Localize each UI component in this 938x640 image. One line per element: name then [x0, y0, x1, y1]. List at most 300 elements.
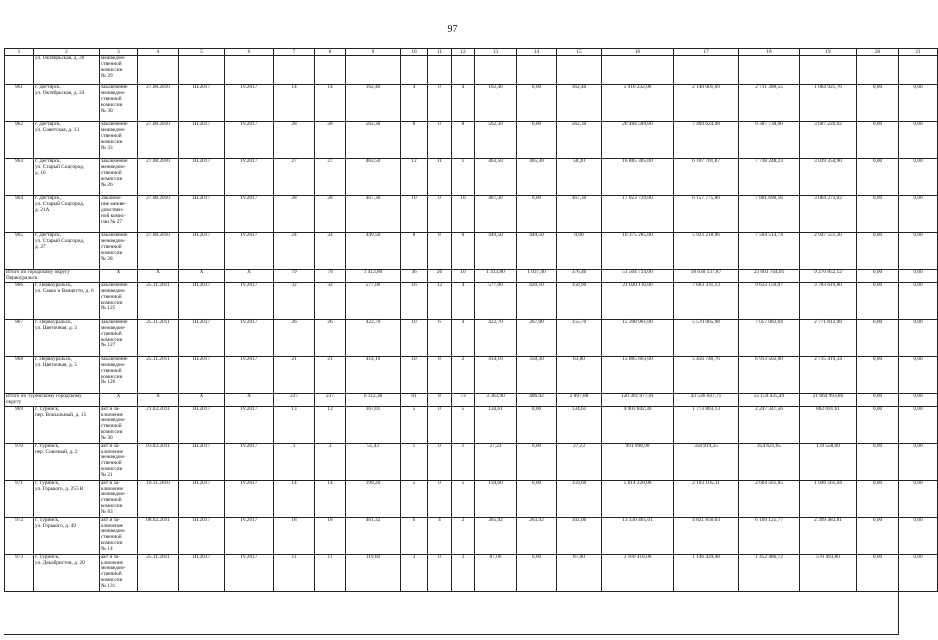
table-cell: IV.2017: [225, 159, 274, 196]
table-cell: III.2017: [179, 196, 225, 233]
table-cell: 882 691,61: [800, 406, 857, 443]
row-number: 967: [5, 319, 34, 356]
column-header: 4: [138, 49, 179, 56]
address-cell: г. Первоуральск, ул. Цветочная, д. 3: [34, 319, 100, 356]
table-cell: 449,50: [517, 233, 557, 270]
address-cell: г. Дегтярск, ул. Старый Соцгород, д. 27: [34, 233, 100, 270]
table-cell: 9 633 159,07: [739, 282, 800, 319]
table-cell: 159,60: [475, 480, 517, 517]
subtotal-cell: 43 536 647,71: [674, 393, 739, 406]
table-cell: 562,30: [557, 122, 602, 159]
table-row: [5, 122, 938, 159]
table-cell: 463,50: [475, 159, 517, 196]
table-cell: 0: [428, 480, 452, 517]
subtotal-cell: X: [179, 270, 225, 283]
document-cell: заключение межведом- ственной комиссии № 126: [100, 356, 138, 393]
table-cell: 162,40: [475, 85, 517, 122]
table-cell: IV.2017: [225, 233, 274, 270]
column-header: 12: [452, 49, 475, 56]
table-cell: 0,00: [857, 196, 899, 233]
subtotal-cell: 23 603 744,01: [739, 270, 800, 283]
table-cell: 0,00: [517, 554, 557, 591]
table-cell: 2: [452, 356, 475, 393]
table-row: [5, 159, 938, 196]
table-cell: 8: [401, 122, 428, 159]
row-number: 965: [5, 233, 34, 270]
document-cell: заключение межведом- ственной комиссии № 127: [100, 319, 138, 356]
table-cell: [315, 56, 346, 85]
table-cell: 0,00: [857, 517, 899, 554]
subtotal-cell: 0,00: [899, 393, 938, 406]
table-cell: 27,23: [475, 443, 517, 480]
table-cell: 156,90: [557, 282, 602, 319]
document-cell: заключение межведом- ственной комиссии № 28: [100, 233, 138, 270]
subtotal-cell: X: [138, 393, 179, 406]
address-cell: г. Дегтярск, ул. Советская, д. 13: [34, 122, 100, 159]
table-cell: 5 814 228,00: [602, 480, 674, 517]
table-cell: 2 399 483,81: [800, 517, 857, 554]
document-cell: акт и за- ключение межведом- ственной комиссии № 30: [100, 406, 138, 443]
table-cell: 463,50: [346, 159, 401, 196]
table-row: [5, 233, 938, 270]
subtotal-row: [5, 270, 938, 283]
table-cell: 449,50: [346, 233, 401, 270]
subtotal-label: Итого по Туринскому городскому округу: [5, 393, 100, 406]
table-cell: 9 387 738,90: [739, 122, 800, 159]
document-cell: акт и за- ключение межведом- ственной комиссии № 131: [100, 554, 138, 591]
row-number: 969: [5, 406, 34, 443]
table-cell: 0,00: [899, 554, 938, 591]
table-cell: IV.2017: [225, 356, 274, 393]
table-cell: 21 020 110,00: [602, 282, 674, 319]
table-cell: 11: [274, 554, 315, 591]
column-header: 9: [346, 49, 401, 56]
table-cell: 3 687 226,02: [800, 122, 857, 159]
table-cell: 27.08.2010: [138, 122, 179, 159]
column-header: 3: [100, 49, 138, 56]
document-cell: заключение межведом- ственной комиссии № 26: [100, 159, 138, 196]
table-cell: 5 456 740,76: [674, 356, 739, 393]
table-row: [5, 554, 938, 591]
table-cell: 58,20: [557, 159, 602, 196]
table-cell: III.2017: [179, 159, 225, 196]
table-cell: 32: [315, 282, 346, 319]
address-cell: г. Первоуральск, ул. Сакко и Ванцетти, д. 6: [34, 282, 100, 319]
table-cell: 51,43: [346, 443, 401, 480]
table-cell: 3: [274, 443, 315, 480]
column-header: 7: [274, 49, 315, 56]
subtotal-cell: 10: [452, 270, 475, 283]
table-cell: 0,00: [899, 85, 938, 122]
table-cell: 422,70: [475, 319, 517, 356]
row-number: 968: [5, 356, 34, 393]
table-cell: 0: [428, 196, 452, 233]
table-cell: 102,00: [557, 517, 602, 554]
subtotal-cell: 81: [401, 393, 428, 406]
table-cell: 0,00: [899, 319, 938, 356]
document-cell: Заключе- ние межве- домствен- ной комис- сии № 27: [100, 196, 138, 233]
table-cell: 1 773 803,13: [674, 406, 739, 443]
table-cell: 63,80: [557, 356, 602, 393]
table-body: [5, 49, 938, 592]
table-cell: III.2017: [179, 122, 225, 159]
row-number: 963: [5, 159, 34, 196]
table-cell: III.2017: [179, 282, 225, 319]
table-cell: 11: [428, 159, 452, 196]
table-cell: 0: [428, 443, 452, 480]
table-cell: 7 057 082,04: [739, 319, 800, 356]
address-cell: г. Дегтярск, ул. Старый Соцгород, д. 21А: [34, 196, 100, 233]
row-number: [5, 56, 34, 85]
table-cell: 6: [401, 517, 428, 554]
table-cell: [517, 56, 557, 85]
column-header: 8: [315, 49, 346, 56]
table-cell: 6 157 775,80: [674, 196, 739, 233]
table-cell: 21: [315, 356, 346, 393]
document-cell: акт и за- ключение межведом- ственной комиссии № 14: [100, 517, 138, 554]
table-cell: 420,10: [517, 282, 557, 319]
table-cell: 4: [452, 282, 475, 319]
table-cell: [674, 56, 739, 85]
table-cell: 178 558,00: [800, 443, 857, 480]
row-number: 971: [5, 480, 34, 517]
table-cell: 7 603 331,13: [674, 282, 739, 319]
table-cell: [346, 56, 401, 85]
table-cell: 17 023 739,00: [602, 196, 674, 233]
table-cell: 0: [428, 85, 452, 122]
table-cell: [800, 56, 857, 85]
table-cell: 0,00: [899, 480, 938, 517]
table-cell: IV.2017: [225, 480, 274, 517]
table-cell: 16: [401, 282, 428, 319]
table-row: [5, 319, 938, 356]
table-cell: 4: [452, 85, 475, 122]
subtotal-cell: 51 504 734,00: [602, 270, 674, 283]
table-cell: 8: [428, 233, 452, 270]
table-cell: 5: [401, 406, 428, 443]
table-cell: 3 064 273,02: [800, 196, 857, 233]
subtotal-cell: 79: [274, 270, 315, 283]
table-cell: 263,92: [517, 517, 557, 554]
table-cell: 405,30: [517, 159, 557, 196]
subtotal-cell: 376,40: [557, 270, 602, 283]
subtotal-cell: X: [100, 393, 138, 406]
table-cell: 11: [315, 554, 346, 591]
subtotal-cell: 73: [452, 393, 475, 406]
table-row: [5, 56, 938, 85]
table-cell: 25.11.2011: [138, 356, 179, 393]
table-cell: 0,00: [899, 122, 938, 159]
table-cell: 1 046 561,04: [800, 480, 857, 517]
table-cell: 2 947 551,30: [800, 233, 857, 270]
table-cell: 18: [274, 517, 315, 554]
table-cell: 26: [315, 319, 346, 356]
column-header: 1: [5, 49, 34, 56]
table-cell: 159,60: [557, 480, 602, 517]
table-cell: 08.02.2011: [138, 517, 179, 554]
table-cell: 0,00: [899, 356, 938, 393]
table-cell: 0,00: [517, 480, 557, 517]
table-cell: 0: [428, 554, 452, 591]
table-row: [5, 196, 938, 233]
table-cell: 358 819,25: [674, 443, 739, 480]
table-cell: III.2017: [179, 319, 225, 356]
table-cell: 167,01: [346, 406, 401, 443]
table-cell: 8: [428, 356, 452, 393]
table-cell: IV.2017: [225, 319, 274, 356]
column-header: 6: [225, 49, 274, 56]
table-cell: 25.11.2011: [138, 319, 179, 356]
table-cell: 7 409 624,08: [674, 122, 739, 159]
table-cell: 4 821 856,03: [674, 517, 739, 554]
table-cell: [857, 56, 899, 85]
table-cell: 5: [452, 406, 475, 443]
column-header: 5: [179, 49, 225, 56]
table-cell: 3: [452, 554, 475, 591]
table-cell: 0,00: [857, 554, 899, 591]
table-cell: 267,00: [517, 319, 557, 356]
address-cell: г. Первоуральск, ул. Цветочная, д. 5: [34, 356, 100, 393]
table-cell: 4 903 842,30: [602, 406, 674, 443]
address-cell: ул. Октябрьская, д. 20: [34, 56, 100, 85]
table-cell: 0,00: [899, 443, 938, 480]
table-cell: 199,20: [346, 480, 401, 517]
table-cell: [557, 56, 602, 85]
table-cell: 414,10: [346, 356, 401, 393]
subtotal-cell: X: [100, 270, 138, 283]
table-cell: 5 570 065,98: [674, 319, 739, 356]
table-cell: 0,00: [517, 122, 557, 159]
table-cell: 28: [315, 196, 346, 233]
table-cell: 27.08.2010: [138, 196, 179, 233]
table-cell: 4: [401, 85, 428, 122]
table-cell: 7 801 690,18: [739, 196, 800, 233]
table-cell: 577,00: [475, 282, 517, 319]
table-cell: 1 064 921,76: [800, 85, 857, 122]
table-cell: 4: [452, 319, 475, 356]
table-cell: 8: [452, 122, 475, 159]
subtotal-label: Итого по городскому округу Первоуральск: [5, 270, 100, 283]
table-cell: 21.03.2011: [138, 406, 179, 443]
table-cell: III.2017: [179, 554, 225, 591]
table-cell: 0,00: [899, 517, 938, 554]
table-cell: 0,00: [857, 233, 899, 270]
table-cell: IV.2017: [225, 122, 274, 159]
table-cell: IV.2017: [225, 406, 274, 443]
address-cell: г. Туринск, ул. Горького, д. 255 В: [34, 480, 100, 517]
table-cell: 6 109 125,77: [739, 517, 800, 554]
address-cell: г. Туринск, ул. Декабристов, д. 20: [34, 554, 100, 591]
table-cell: 13: [274, 406, 315, 443]
page-number: 97: [447, 24, 458, 35]
table-cell: 3 783 619,80: [800, 282, 857, 319]
table-cell: 991 998,90: [602, 443, 674, 480]
table-cell: III.2017: [179, 480, 225, 517]
table-cell: 28: [315, 122, 346, 159]
table-cell: 0: [428, 406, 452, 443]
table-cell: 27.08.2010: [138, 233, 179, 270]
table-cell: 28: [274, 122, 315, 159]
table-cell: 0,00: [857, 85, 899, 122]
table-cell: 28: [274, 196, 315, 233]
subtotal-cell: 9 270 852,12: [800, 270, 857, 283]
table-cell: 454 621,65: [739, 443, 800, 480]
table-row: [5, 356, 938, 393]
table-cell: 24: [315, 233, 346, 270]
table-cell: 0,00: [857, 159, 899, 196]
subtotal-cell: 18 630 137,87: [674, 270, 739, 283]
table-cell: 2 711 308,55: [739, 85, 800, 122]
table-cell: [475, 56, 517, 85]
table-cell: 10: [401, 196, 428, 233]
table-cell: 1: [452, 159, 475, 196]
table-cell: 8: [401, 233, 428, 270]
table-cell: 25.11.2011: [138, 554, 179, 591]
table-cell: 6: [428, 319, 452, 356]
table-cell: [602, 56, 674, 85]
document-cell: межведом- ственной комиссии № 29: [100, 56, 138, 85]
table-cell: IV.2017: [225, 282, 274, 319]
table-cell: 2 247 347,56: [739, 406, 800, 443]
table-cell: 0,00: [857, 319, 899, 356]
row-number: 970: [5, 443, 34, 480]
table-row: [5, 517, 938, 554]
table-cell: 0,00: [557, 233, 602, 270]
table-cell: 5: [452, 480, 475, 517]
table-frame: [4, 48, 923, 635]
subtotal-cell: 21 664 993,86: [800, 393, 857, 406]
document-cell: заключение межведом- ственной комиссии № 33: [100, 122, 138, 159]
table-cell: 577,00: [346, 282, 401, 319]
table-cell: 10: [401, 356, 428, 393]
table-cell: 119,60: [346, 554, 401, 591]
column-header: 10: [401, 49, 428, 56]
column-header: 19: [800, 49, 857, 56]
table-cell: III.2017: [179, 356, 225, 393]
table-cell: 0,00: [857, 282, 899, 319]
table-cell: 14: [274, 480, 315, 517]
table-cell: [428, 56, 452, 85]
table-cell: 13: [315, 406, 346, 443]
subtotal-cell: 237: [315, 393, 346, 406]
subtotal-cell: 79: [315, 270, 346, 283]
table-cell: 16 375 285,00: [602, 233, 674, 270]
table-cell: 14: [274, 85, 315, 122]
table-cell: 3 039 354,90: [800, 159, 857, 196]
table-cell: IV.2017: [225, 443, 274, 480]
column-header: 15: [557, 49, 602, 56]
table-cell: 5 923 218,96: [674, 233, 739, 270]
subtotal-cell: X: [225, 270, 274, 283]
table-cell: 5 916 232,00: [602, 85, 674, 122]
table-cell: IV.2017: [225, 517, 274, 554]
table-cell: 16 885 305,00: [602, 159, 674, 196]
table-cell: 26: [274, 319, 315, 356]
subtotal-cell: 36: [401, 270, 428, 283]
document-cell: заключение межведом- ственной комиссии № 125: [100, 282, 138, 319]
table-cell: 6 913 502,90: [739, 356, 800, 393]
table-row: [5, 443, 938, 480]
table-cell: 0,00: [899, 282, 938, 319]
document-cell: заключение межведом- ственной комиссии № 30: [100, 85, 138, 122]
table-cell: 3: [401, 554, 428, 591]
table-cell: IV.2017: [225, 554, 274, 591]
table-cell: 449,50: [475, 233, 517, 270]
table-cell: 2 715 419,34: [800, 356, 857, 393]
table-cell: [452, 56, 475, 85]
table-cell: [274, 56, 315, 85]
table-cell: 6 107 701,87: [674, 159, 739, 196]
row-number: 973: [5, 554, 34, 591]
table-cell: 0,00: [517, 196, 557, 233]
table-cell: III.2017: [179, 443, 225, 480]
table-cell: 27: [274, 159, 315, 196]
row-number: 966: [5, 282, 34, 319]
table-cell: 0,00: [899, 406, 938, 443]
table-row: [5, 282, 938, 319]
table-cell: 2 140 001,69: [674, 85, 739, 122]
table-cell: 570 493,80: [800, 554, 857, 591]
table-cell: IV.2017: [225, 85, 274, 122]
subtotal-row: [5, 393, 938, 406]
table-cell: 27,23: [557, 443, 602, 480]
table-cell: 422,70: [346, 319, 401, 356]
table-cell: 0,00: [899, 196, 938, 233]
table-cell: 562,30: [346, 122, 401, 159]
table-cell: 27: [315, 159, 346, 196]
table-cell: 87,00: [475, 554, 517, 591]
table-cell: 0: [428, 122, 452, 159]
table-cell: 7 504 514,74: [739, 233, 800, 270]
table-cell: III.2017: [179, 517, 225, 554]
address-cell: г. Дегтярск, ул. Октябрьская, д. 24: [34, 85, 100, 122]
document-cell: акт и за- ключение межведом- ственной комиссии № 21: [100, 443, 138, 480]
subtotal-cell: X: [179, 393, 225, 406]
table-cell: 0,00: [857, 356, 899, 393]
table-cell: 162,40: [557, 85, 602, 122]
housing-resettlement-table: [4, 48, 938, 592]
table-cell: 467,30: [475, 196, 517, 233]
table-cell: 467,30: [557, 196, 602, 233]
table-cell: 467,30: [346, 196, 401, 233]
address-cell: г. Туринск, пер. Вокзальный, д. 15: [34, 406, 100, 443]
table-cell: 350,30: [517, 356, 557, 393]
table-cell: 10: [452, 196, 475, 233]
subtotal-cell: 120 361 077,01: [602, 393, 674, 406]
subtotal-cell: 0,00: [899, 270, 938, 283]
table-cell: [138, 56, 179, 85]
table-cell: 1 146 429,48: [674, 554, 739, 591]
subtotal-cell: 6 112,38: [346, 393, 401, 406]
table-cell: 5: [401, 480, 428, 517]
row-number: 961: [5, 85, 34, 122]
column-header: 18: [739, 49, 800, 56]
column-header: 13: [475, 49, 517, 56]
column-header: 17: [674, 49, 739, 56]
table-cell: 2 771 812,98: [800, 319, 857, 356]
table-row: [5, 85, 938, 122]
table-cell: 0,00: [899, 233, 938, 270]
subtotal-cell: 2 897,88: [557, 393, 602, 406]
table-cell: [179, 56, 225, 85]
table-cell: 2 103 105,11: [674, 480, 739, 517]
table-cell: [225, 56, 274, 85]
subtotal-cell: 0,00: [857, 270, 899, 283]
document-cell: акт и за- ключение межведом- ственной комиссии № 83: [100, 480, 138, 517]
column-header: 11: [428, 49, 452, 56]
table-cell: 414,10: [475, 356, 517, 393]
table-cell: III.2017: [179, 85, 225, 122]
